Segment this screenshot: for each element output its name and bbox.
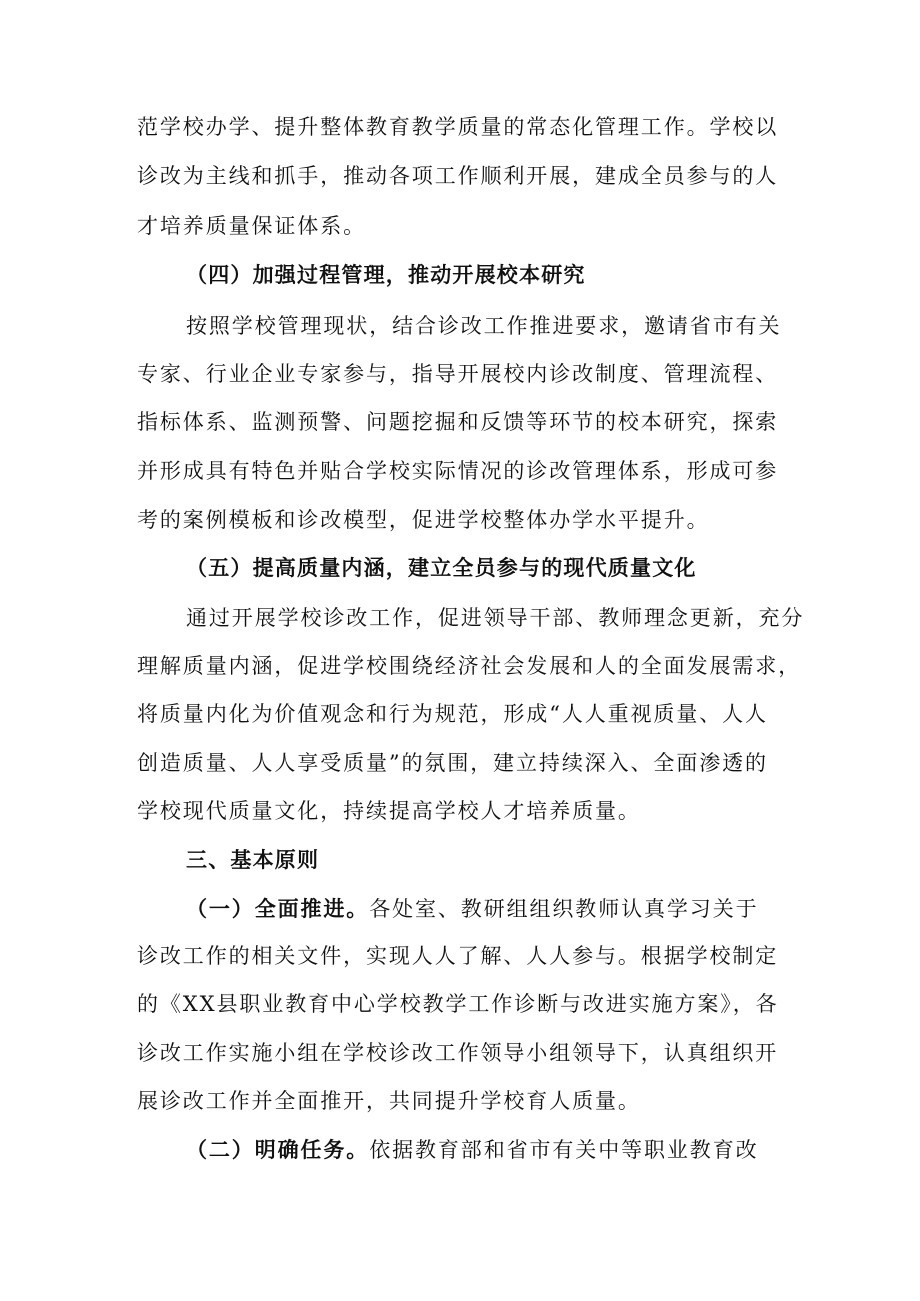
body-line: 诊改工作的相关文件，实现人人了解、人人参与。根据学校制定 [137, 944, 779, 968]
principle-lead: （一）全面推进。 [186, 897, 370, 921]
principle-text: 各处室、教研组组织教师认真学习关于 [369, 897, 759, 921]
body-line: 才培养质量保证体系。 [137, 214, 366, 238]
chapter-heading: 三、基本原则 [186, 848, 320, 872]
body-line: 学校现代质量文化，持续提高学校人才培养质量。 [137, 799, 641, 823]
principle-first-line [186, 1135, 787, 1165]
body-line: 创造质量、人人享受质量”的氛围，建立持续深入、全面渗透的 [137, 751, 768, 775]
body-line: 按照学校管理现状，结合诊改工作推进要求，邀请省市有关 [186, 314, 782, 338]
section-heading: （四）加强过程管理，推动开展校本研究 [186, 263, 586, 287]
section-heading: （五）提高质量内涵，建立全员参与的现代质量文化 [186, 556, 697, 580]
body-line: 考的案例模板和诊改模型，促进学校整体办学水平提升。 [137, 508, 710, 532]
body-line: 通过开展学校诊改工作，促进领导干部、教师理念更新，充分 [186, 606, 805, 630]
principle-text: 依据教育部和省市有关中等职业教育改 [369, 1138, 759, 1162]
principle-lead: （二）明确任务。 [186, 1138, 370, 1162]
body-line: 理解质量内涵，促进学校围绕经济社会发展和人的全面发展需求， [137, 654, 802, 678]
body-line: 专家、行业企业专家参与，指导开展校内诊改制度、管理流程、 [137, 362, 779, 386]
body-line: 展诊改工作并全面推开，共同提升学校育人质量。 [137, 1089, 641, 1113]
body-line: 范学校办学、提升整体教育教学质量的常态化管理工作。学校以 [137, 115, 779, 139]
principle-first-line [186, 894, 787, 924]
body-line: 诊改工作实施小组在学校诊改工作领导小组领导下，认真组织开 [137, 1041, 779, 1065]
body-line: 诊改为主线和抓手，推动各项工作顺利开展，建成全员参与的人 [137, 164, 779, 188]
body-line: 指标体系、监测预警、问题挖掘和反馈等环节的校本研究，探索 [137, 410, 779, 434]
body-line: 并形成具有特色并贴合学校实际情况的诊改管理体系，形成可参 [137, 459, 779, 483]
body-line: 的《XX县职业教育中心学校教学工作诊断与改进实施方案》，各 [137, 992, 779, 1016]
body-line: 将质量内化为价值观念和行为规范，形成“人人重视质量、人人 [137, 702, 768, 726]
